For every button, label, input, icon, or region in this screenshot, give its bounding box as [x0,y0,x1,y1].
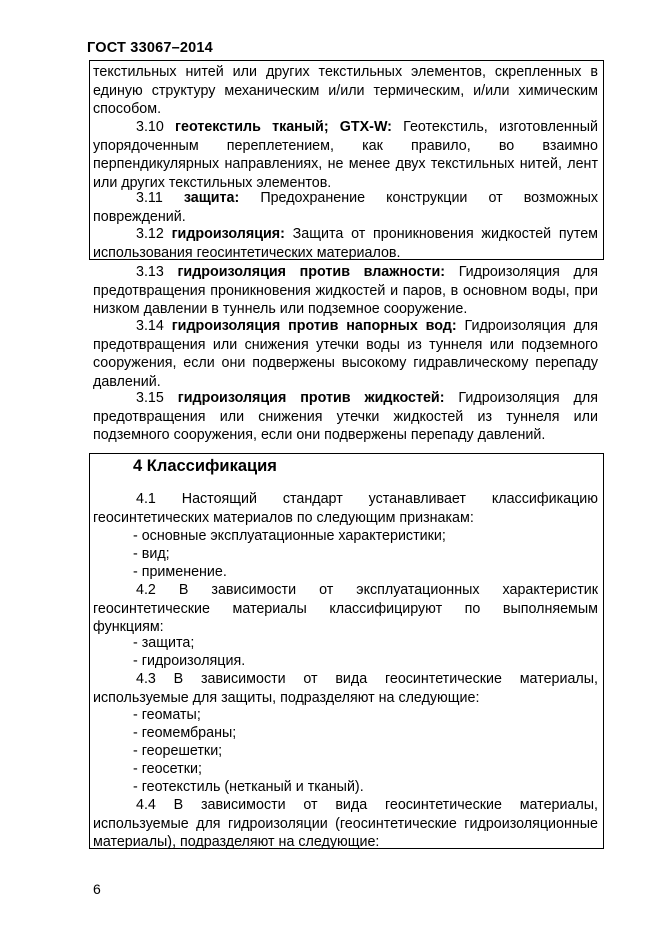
term-name: гидроизоляция против влажности: [177,264,446,280]
term-number: 3.12 [136,226,164,242]
term-name: защита: [183,190,240,206]
section-title: 4 Классификация [133,457,277,475]
term-definition: Гидроизоляция для предотвращения проникновения жидкостей и паров, в основном воды, при низком давлении в туннель или подземное сооружение. [93,264,598,317]
term-3-15 [93,389,598,445]
list-item: - защита; [133,635,195,651]
term-definition: Защита от проникновения жидкостей путем использования геосинтетических материалов. [93,226,598,261]
term-name: гидроизоляция: [171,226,285,242]
term-definition: Предохранение конструкции от возможных повреждений. [93,190,598,225]
term-number: 3.10 [136,119,164,135]
term-3-14 [93,317,598,391]
term-definition: Гидроизоляция для предотвращения или снижения утечки воды из туннеля или подземного сооружения, если они подвержены высокому гидравлическому перепаду давлений. [93,318,598,390]
term-number: 3.13 [136,264,164,280]
list-item: - основные эксплуатационные характеристики; [133,528,446,544]
term-definition: Геотекстиль, изготовленный упорядоченным переплетением, как правило, во взаимно перпендикулярных направлениях, не менее двух текстильных нитей, лент или других текстильных элементов. [93,119,598,191]
term-definition: Гидроизоляция для предотвращения или снижения утечки жидкостей из туннеля или подземного сооружения, если они подвержены перепаду давлений. [93,390,598,443]
clause-4-1: 4.1 Настоящий стандарт устанавливает классификацию геосинтетических материалов по следующим признакам: [93,491,598,526]
list-item: - геотекстиль (нетканый и тканый). [133,779,364,795]
document-header: ГОСТ 33067–2014 [87,40,213,56]
term-name: гидроизоляция против напорных вод: [171,318,457,334]
list-item: - геомембраны; [133,725,237,741]
term-number: 3.15 [136,390,164,406]
clause-4-4: 4.4 В зависимости от вида геосинтетические материалы, используемые для гидроизоляции (геосинтетические гидроизоляционные материалы), подразделяют на следующие: [93,797,598,850]
term-continuation: текстильных нитей или других текстильных элементов, скрепленных в единую структуру механическим и/или термическим, и/или химическим способом. [93,64,598,117]
list-item: - гидроизоляция. [133,653,246,669]
term-number: 3.14 [136,318,164,334]
list-item: - геосетки; [133,761,202,777]
term-3-13 [93,263,598,319]
list-item: - вид; [133,546,170,562]
clause-4-3: 4.3 В зависимости от вида геосинтетические материалы, используемые для защиты, подразделяют на следующие: [93,671,598,706]
list-item: - геоматы; [133,707,201,723]
list-item: - применение. [133,564,227,580]
term-3-12 [93,225,598,262]
term-3-11 [93,189,598,226]
term-3-10 [93,118,598,192]
term-name: гидроизоляция против жидкостей: [177,390,445,406]
term-name: геотекстиль тканый; GTX-W: [175,119,392,135]
clause-4-2: 4.2 В зависимости от эксплуатационных характеристик геосинтетические материалы классифицируют по выполняемым функциям: [93,582,598,635]
term-number: 3.11 [136,190,163,206]
page-number: 6 [93,881,101,897]
list-item: - георешетки; [133,743,223,759]
